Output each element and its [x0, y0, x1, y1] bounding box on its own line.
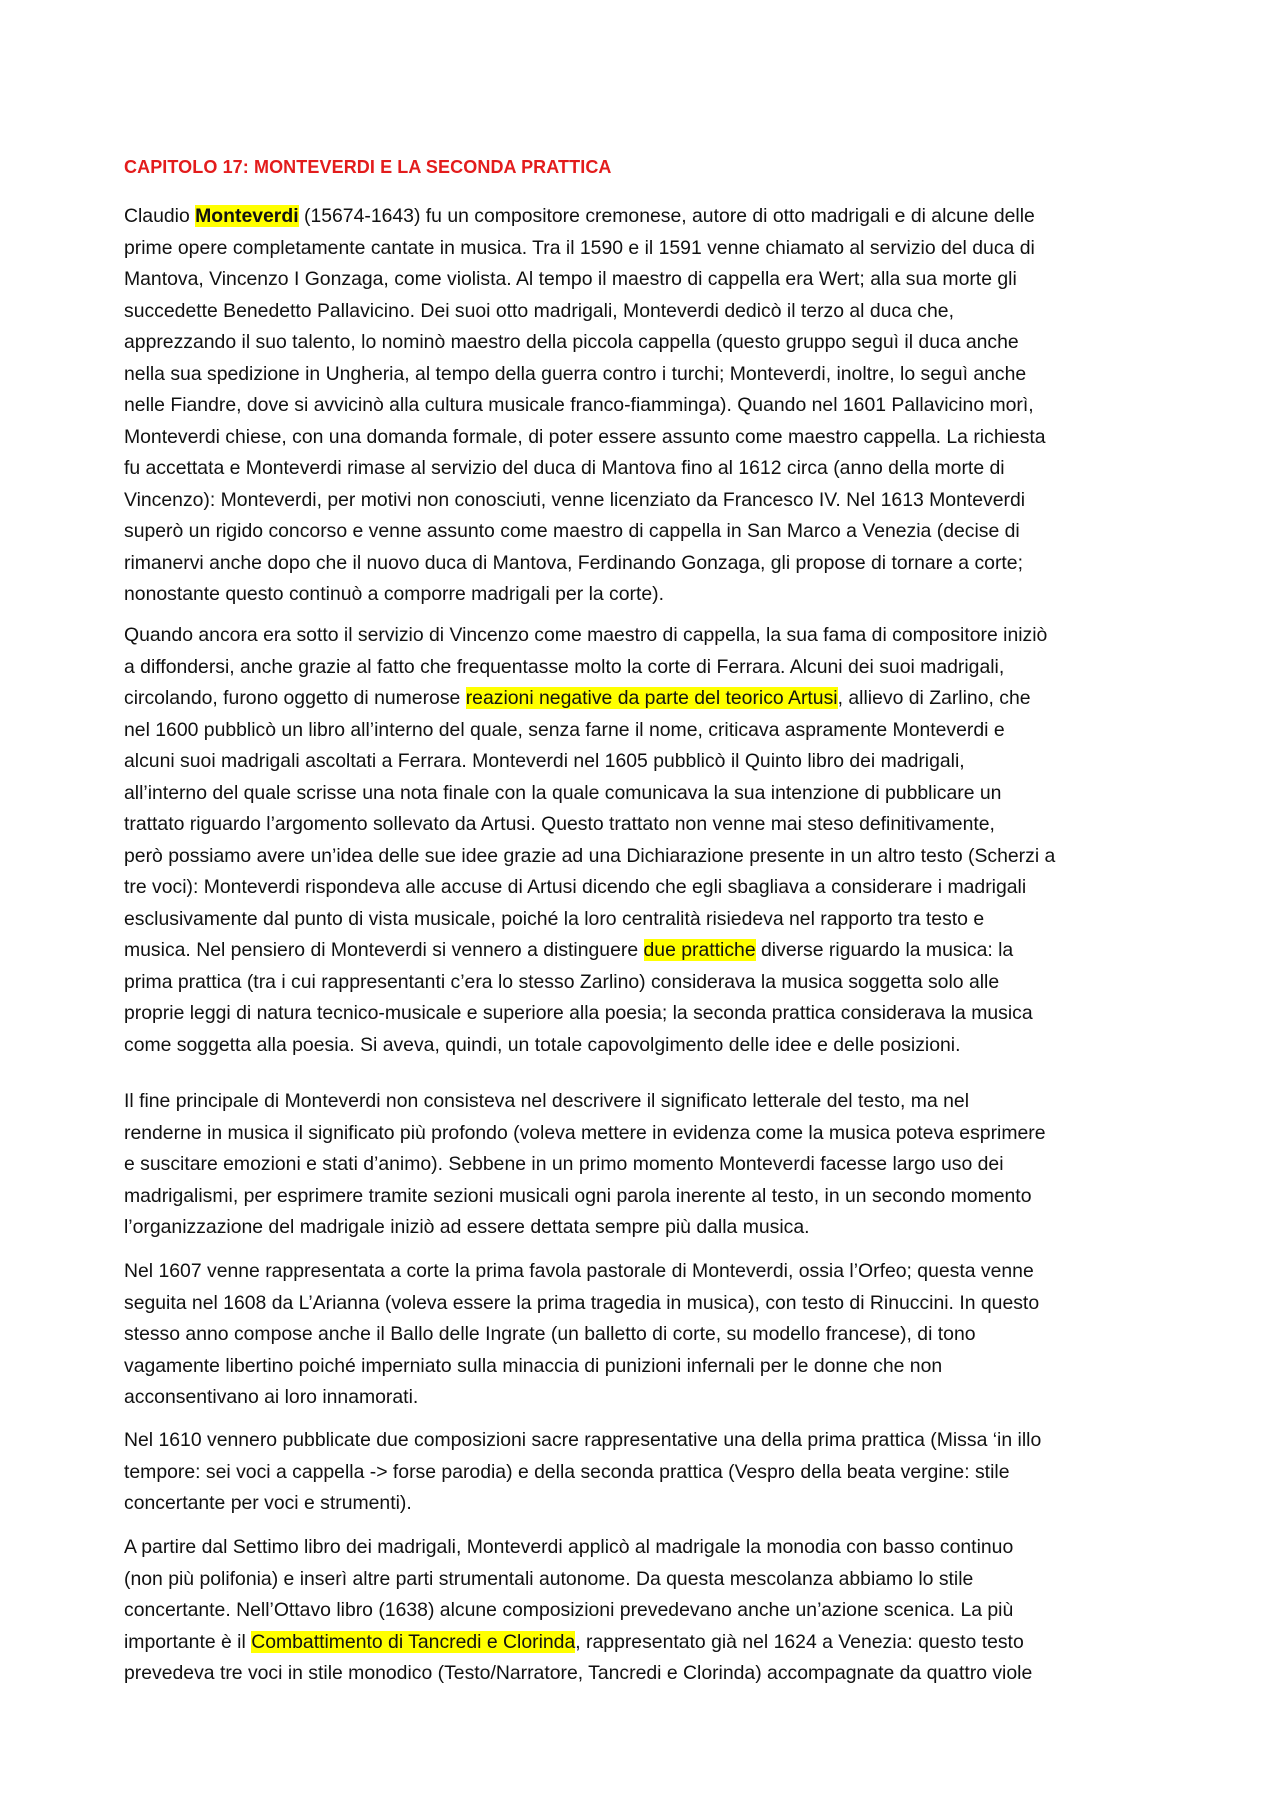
- text-line: [124, 1118, 1164, 1150]
- text-run: a diffondersi, anche grazie al fatto che frequentasse molto la corte di Ferrara. Alcuni dei suoi madrigali,: [124, 655, 1005, 678]
- text-run: nonostante questo continuò a comporre madrigali per la corte).: [124, 583, 665, 605]
- text-run: prevedeva tre voci in stile monodico (Testo/Narratore, Tancredi e Clorinda) accompagnate da quattro viole: [124, 1662, 1033, 1684]
- text-line: [124, 579, 1164, 611]
- text-run: renderne in musica il significato più profondo (voleva mettere in evidenza come la musica poteva esprimere: [124, 1121, 1046, 1144]
- text-run: stesso anno compose anche il Ballo delle Ingrate (un balletto di corte, su modello francese), di tono: [124, 1323, 976, 1345]
- text-line: [124, 359, 1164, 391]
- chapter-title: CAPITOLO 17: MONTEVERDI E LA SECONDA PRATTICA: [124, 157, 612, 177]
- text-line: [124, 620, 1164, 652]
- text-run: fu accettata e Monteverdi rimase al servizio del duca di Mantova fino al 1612 circa (anno della morte di: [124, 457, 1005, 479]
- text-line: [124, 1658, 1164, 1690]
- text-run: Quando ancora era sotto il servizio di Vincenzo come maestro di cappella, la sua fama di compositore iniziò: [124, 624, 1048, 646]
- text-line: [124, 1382, 1164, 1414]
- text-run: nel 1600 pubblicò un libro all’interno del quale, senza farne il nome, criticava aspramente Monteverdi e: [124, 718, 1005, 741]
- text-line: [124, 1256, 1164, 1288]
- text-line: [124, 904, 1164, 936]
- text-line: [124, 201, 1164, 233]
- text-run: prime opere completamente cantate in musica. Tra il 1590 e il 1591 venne chiamato al servizio del duca di: [124, 236, 1035, 259]
- text-line: [124, 422, 1164, 454]
- text-line: [124, 715, 1164, 747]
- text-line: [124, 809, 1164, 841]
- text-run: acconsentivano ai loro innamorati.: [124, 1386, 419, 1408]
- text-line: [124, 233, 1164, 265]
- text-run: però possiamo avere un’idea delle sue idee grazie ad una Dichiarazione presente in un altro testo (Scherzi a: [124, 844, 1056, 867]
- text-run: trattato riguardo l’argomento sollevato da Artusi. Questo trattato non venne mai steso definitivamente,: [124, 813, 995, 835]
- text-line: [124, 453, 1164, 485]
- text-run: seguita nel 1608 da L’Arianna (voleva essere la prima tragedia in musica), con testo di Rinuccini. In questo: [124, 1291, 1040, 1314]
- text-run: esclusivamente dal punto di vista musicale, poiché la loro centralità risiedeva nel rapporto tra testo e: [124, 907, 985, 930]
- highlighted-text: due prattiche: [643, 939, 756, 961]
- text-line: [124, 1319, 1164, 1351]
- paragraph-6: [124, 1532, 1164, 1690]
- paragraph-2: [124, 620, 1164, 1061]
- text-line: [124, 1564, 1164, 1596]
- text-line: [124, 998, 1164, 1030]
- text-run: Nel 1610 vennero pubblicate due composizioni sacre rappresentative una della prima prattica (Missa ‘in illo: [124, 1429, 1042, 1451]
- text-line: [124, 264, 1164, 296]
- text-run: Vincenzo): Monteverdi, per motivi non conosciuti, venne licenziato da Francesco IV. Nel 1613 Monteverdi: [124, 488, 1026, 511]
- text-run: diverse riguardo la musica: la: [755, 939, 1014, 961]
- text-line: [124, 872, 1164, 904]
- text-run: (15674-1643) fu un compositore cremonese, autore di otto madrigali e di alcune delle: [298, 205, 1035, 227]
- text-run: concertante per voci e strumenti).: [124, 1492, 412, 1514]
- text-run: Claudio: [124, 205, 196, 227]
- text-run: l’organizzazione del madrigale iniziò ad essere dettata sempre più dalla musica.: [124, 1216, 810, 1238]
- highlighted-text: Monteverdi: [195, 205, 299, 227]
- text-line: [124, 1212, 1164, 1244]
- text-line: [124, 1149, 1164, 1181]
- text-line: [124, 548, 1164, 580]
- text-line: [124, 652, 1164, 684]
- text-line: [124, 1627, 1164, 1659]
- text-run: Il fine principale di Monteverdi non consisteva nel descrivere il significato letterale del testo, ma nel: [124, 1090, 970, 1112]
- text-run: , rappresentato già nel 1624 a Venezia: questo testo: [575, 1630, 1024, 1653]
- text-run: tre voci): Monteverdi rispondeva alle accuse di Artusi dicendo che egli sbagliava a considerare i madrigali: [124, 876, 1027, 898]
- text-run: prima prattica (tra i cui rappresentanti c’era lo stesso Zarlino) considerava la musica soggetta solo alle: [124, 970, 1000, 993]
- text-run: succedette Benedetto Pallavicino. Dei suoi otto madrigali, Monteverdi dedicò il terzo al duca che,: [124, 299, 954, 322]
- text-line: [124, 296, 1164, 328]
- text-line: [124, 1457, 1164, 1489]
- text-run: proprie leggi di natura tecnico-musicale e superiore alla poesia; la seconda prattica considerava la musica: [124, 1002, 1033, 1024]
- text-run: e suscitare emozioni e stati d’animo). Sebbene in un primo momento Monteverdi facesse largo uso dei: [124, 1153, 1004, 1175]
- text-run: madrigalismi, per esprimere tramite sezioni musicali ogni parola inerente al testo, in un secondo momento: [124, 1184, 1032, 1207]
- text-line: [124, 485, 1164, 517]
- text-line: [124, 1488, 1164, 1520]
- text-run: musica. Nel pensiero di Monteverdi si vennero a distinguere: [124, 939, 644, 961]
- highlighted-text: reazioni negative da parte del teorico Artusi: [465, 687, 838, 709]
- text-line: [124, 935, 1164, 967]
- text-run: A partire dal Settimo libro dei madrigali, Monteverdi applicò al madrigale la monodia con basso continuo: [124, 1536, 1014, 1558]
- paragraph-1: [124, 201, 1164, 611]
- text-run: vagamente libertino poiché imperniato sulla minaccia di punizioni infernali per le donne che non: [124, 1354, 943, 1377]
- text-line: [124, 390, 1164, 422]
- paragraph-3: [124, 1086, 1164, 1244]
- text-run: concertante. Nell’Ottavo libro (1638) alcune composizioni prevedevano anche un’azione scenica. La più: [124, 1599, 1014, 1621]
- text-run: alcuni suoi madrigali ascoltati a Ferrara. Monteverdi nel 1605 pubblicò il Quinto libro dei madrigali,: [124, 750, 965, 772]
- paragraph-4: [124, 1256, 1164, 1414]
- text-line: [124, 1351, 1164, 1383]
- text-line: [124, 1288, 1164, 1320]
- text-run: (non più polifonia) e inserì altre parti strumentali autonome. Da questa mescolanza abbiamo lo stile: [124, 1567, 974, 1590]
- text-line: [124, 841, 1164, 873]
- text-run: circolando, furono oggetto di numerose: [124, 687, 466, 709]
- text-line: [124, 778, 1164, 810]
- text-run: come soggetta alla poesia. Si aveva, quindi, un totale capovolgimento delle idee e delle posizioni.: [124, 1033, 961, 1056]
- text-run: Monteverdi chiese, con una domanda formale, di poter essere assunto come maestro cappella. La richiesta: [124, 425, 1046, 448]
- text-run: nella sua spedizione in Ungheria, al tempo della guerra contro i turchi; Monteverdi, inoltre, lo seguì anche: [124, 362, 1027, 385]
- text-line: [124, 746, 1164, 778]
- text-line: [124, 1425, 1164, 1457]
- text-line: [124, 516, 1164, 548]
- text-line: [124, 327, 1164, 359]
- text-line: [124, 1181, 1164, 1213]
- text-line: [124, 1595, 1164, 1627]
- text-run: tempore: sei voci a cappella -> forse parodia) e della seconda prattica (Vespro della beata vergine: stile: [124, 1460, 1010, 1483]
- text-run: superò un rigido concorso e venne assunto come maestro di cappella in San Marco a Venezia (decise di: [124, 520, 1020, 542]
- paragraph-5: [124, 1425, 1164, 1520]
- text-line: [124, 1532, 1164, 1564]
- text-run: importante è il: [124, 1630, 252, 1653]
- highlighted-text: Combattimento di Tancredi e Clorinda: [251, 1630, 576, 1653]
- text-run: Nel 1607 venne rappresentata a corte la prima favola pastorale di Monteverdi, ossia l’Orfeo; questa venne: [124, 1260, 1034, 1282]
- text-run: , allievo di Zarlino, che: [837, 687, 1031, 709]
- text-run: rimanervi anche dopo che il nuovo duca di Mantova, Ferdinando Gonzaga, gli propose di tornare a corte;: [124, 551, 1023, 574]
- text-line: [124, 1030, 1164, 1062]
- text-line: [124, 683, 1164, 715]
- text-run: apprezzando il suo talento, lo nominò maestro della piccola cappella (questo gruppo seguì il duca anche: [124, 331, 1019, 353]
- text-run: all’interno del quale scrisse una nota finale con la quale comunicava la sua intenzione di pubblicare un: [124, 781, 1002, 804]
- text-run: nelle Fiandre, dove si avvicinò alla cultura musicale franco-fiamminga). Quando nel 1601 Pallavicino morì,: [124, 394, 1034, 416]
- text-run: Mantova, Vincenzo I Gonzaga, come violista. Al tempo il maestro di cappella era Wert; alla sua morte gli: [124, 268, 1017, 290]
- text-line: [124, 1086, 1164, 1118]
- text-line: [124, 967, 1164, 999]
